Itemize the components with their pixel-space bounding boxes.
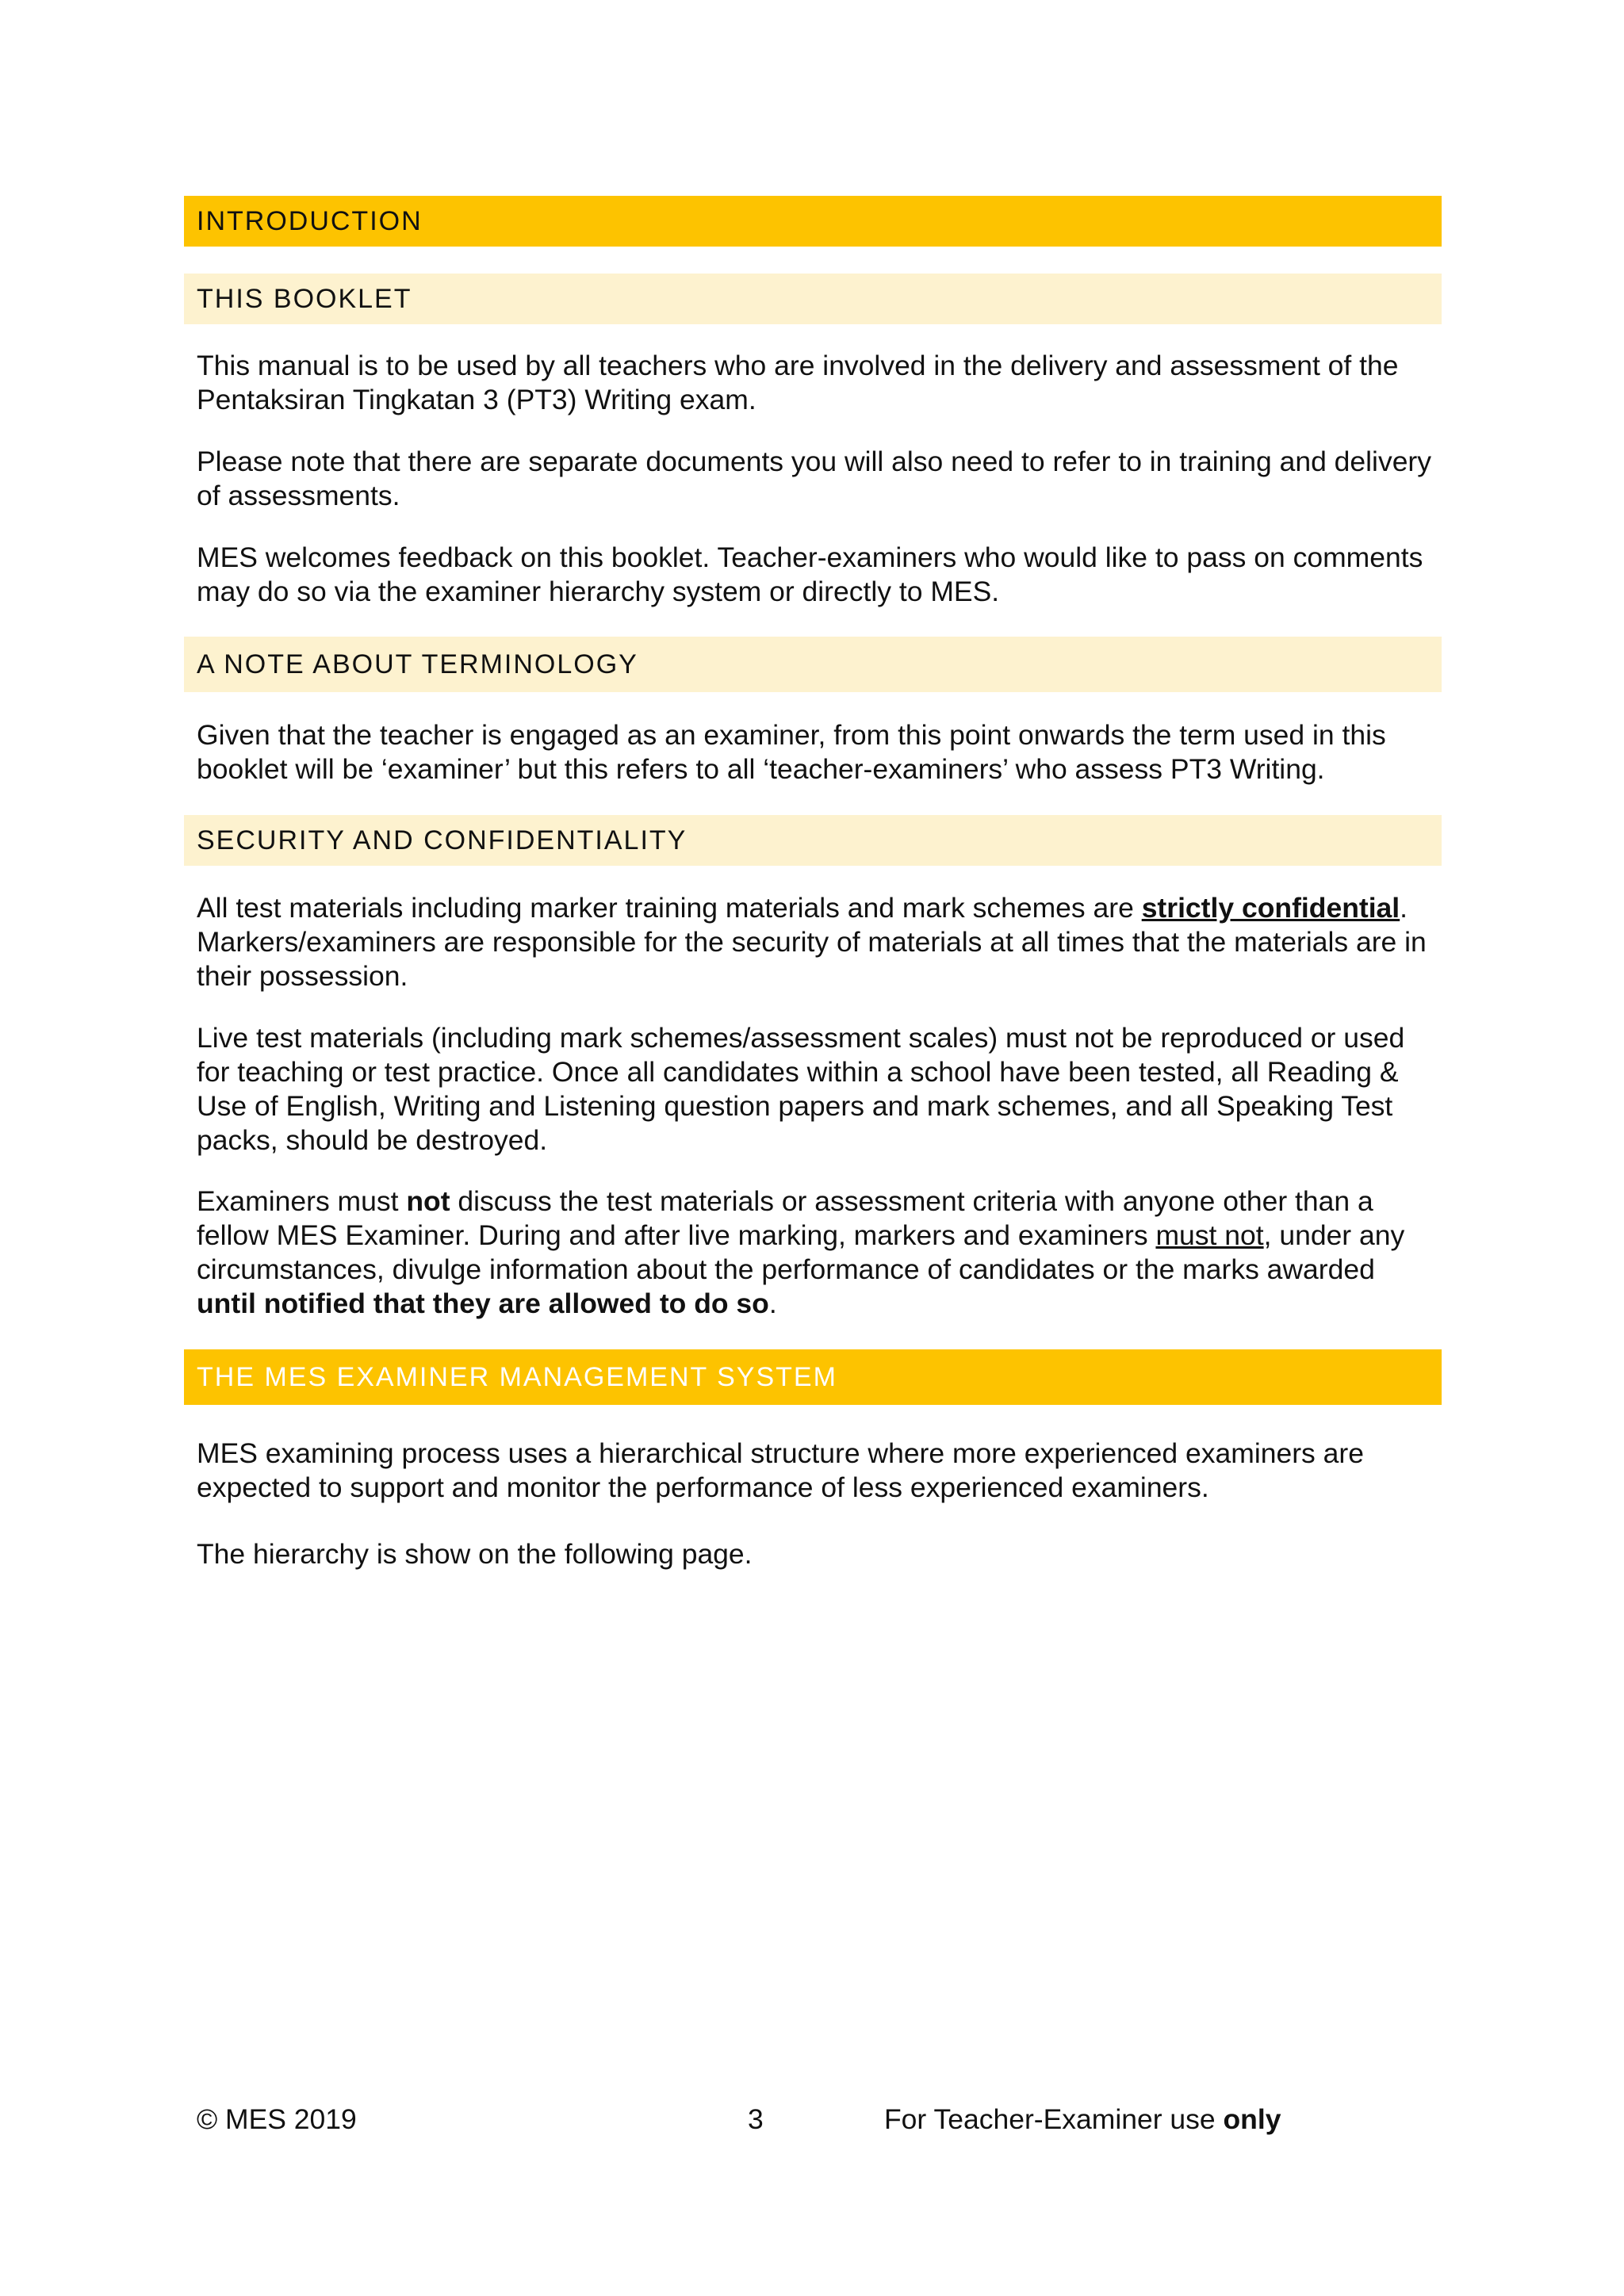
section-heading-management bbox=[184, 1349, 1442, 1405]
must-not-emphasis: must not bbox=[1155, 1219, 1264, 1251]
section-heading-text: A NOTE ABOUT TERMINOLOGY bbox=[197, 649, 638, 679]
booklet-paragraph-1: This manual is to be used by all teachers who are involved in the delivery and assessment of the Pentaksiran Tingkatan 3 (PT3) Writing exam. bbox=[197, 350, 1399, 415]
footer-usage-only: only bbox=[1223, 2103, 1281, 2135]
security-paragraph-2: Live test materials (including mark schemes/assessment scales) must not be reproduced or used for teaching or test practice. Once all candidates within a school have been tested, all Reading & Use of English, Writing and Listening question papers and mark schemes, and all Speaking Test packs, should be destroyed. bbox=[197, 1022, 1405, 1156]
security-paragraph-3 bbox=[197, 1184, 1442, 1321]
section-heading-terminology bbox=[184, 637, 1442, 692]
section-heading-text: THE MES EXAMINER MANAGEMENT SYSTEM bbox=[197, 1361, 837, 1392]
section-heading-this-booklet bbox=[184, 274, 1442, 324]
section-heading-text: SECURITY AND CONFIDENTIALITY bbox=[197, 825, 688, 855]
footer-copyright: © MES 2019 bbox=[197, 2103, 357, 2135]
security-text: , under any circumstances, divulge information about the performance of candidates or the marks awarded bbox=[197, 1219, 1405, 1285]
section-heading-text: INTRODUCTION bbox=[197, 205, 423, 236]
footer-usage-note bbox=[884, 2103, 1281, 2137]
security-text: . Markers/examiners are responsible for the security of materials at all times that the materials are in their possession. bbox=[197, 892, 1427, 992]
terminology-paragraph: Given that the teacher is engaged as an examiner, from this point onwards the term used in this booklet will be ‘examiner’ but this refers to all ‘teacher-examiners’ who assess PT3 Writing. bbox=[197, 719, 1386, 785]
footer-usage-text: For Teacher-Examiner use bbox=[884, 2103, 1224, 2135]
management-paragraph-2: The hierarchy is show on the following page. bbox=[197, 1538, 753, 1570]
management-paragraph-1: MES examining process uses a hierarchical structure where more experienced examiners are expected to support and monitor the performance of less experienced examiners. bbox=[197, 1437, 1364, 1503]
strictly-confidential-emphasis: strictly confidential bbox=[1141, 892, 1400, 924]
security-text: discuss the test materials or assessment criteria with anyone other than a fellow MES Examiner. During and after live marking, markers and examiners bbox=[197, 1185, 1373, 1251]
until-notified-emphasis: until notified that they are allowed to do so bbox=[197, 1288, 769, 1319]
not-emphasis: not bbox=[406, 1185, 450, 1217]
security-text: All test materials including marker training materials and mark schemes are bbox=[197, 892, 1142, 924]
section-heading-text: THIS BOOKLET bbox=[197, 283, 412, 314]
security-text: Examiners must bbox=[197, 1185, 407, 1217]
booklet-paragraph-2: Please note that there are separate documents you will also need to refer to in training and delivery of assessments. bbox=[197, 446, 1432, 511]
booklet-paragraph-3: MES welcomes feedback on this booklet. Teacher-examiners who would like to pass on comments may do so via the examiner hierarchy system or directly to MES. bbox=[197, 541, 1423, 607]
section-heading-introduction bbox=[184, 196, 1442, 247]
security-paragraph-1 bbox=[197, 891, 1442, 993]
security-text: . bbox=[768, 1288, 777, 1319]
footer-page-number: 3 bbox=[748, 2103, 764, 2135]
section-heading-security bbox=[184, 815, 1442, 866]
